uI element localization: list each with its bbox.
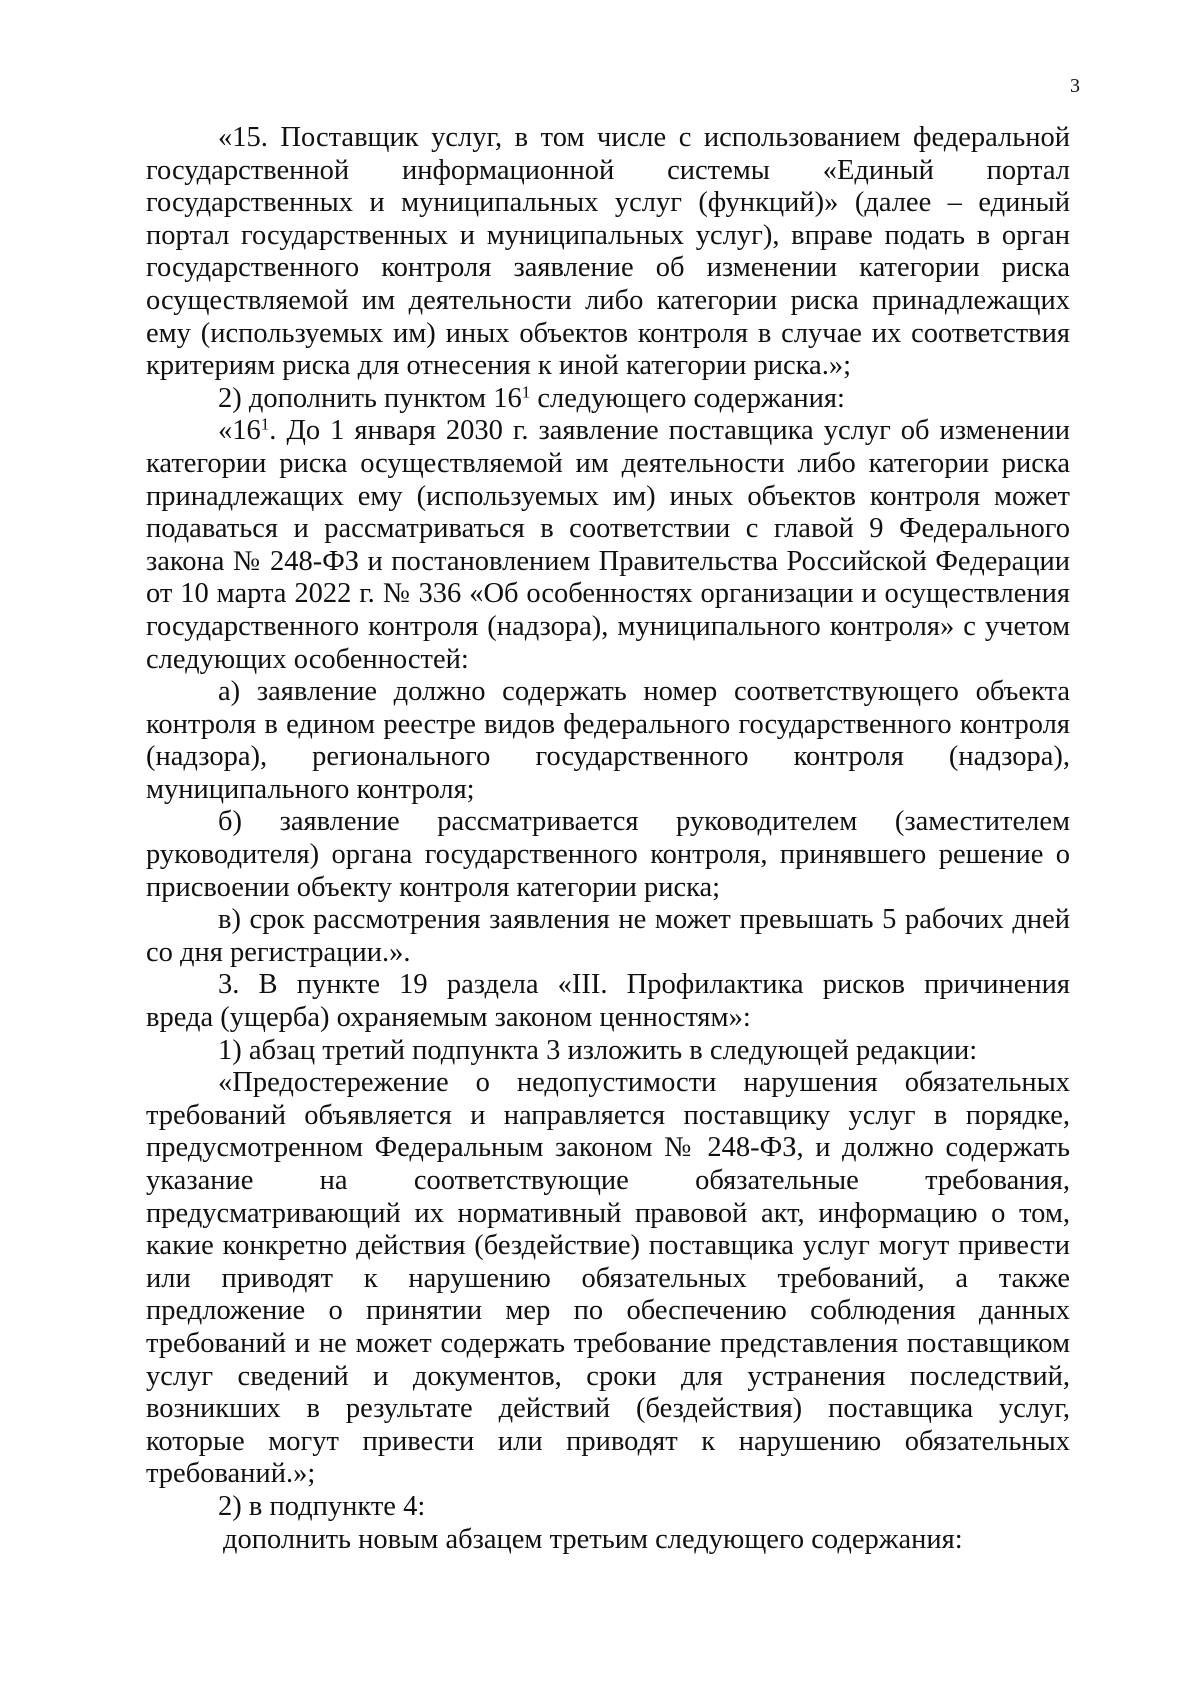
- text-line: в) срок рассмотрения заявления не может превышать 5 рабочих дней: [218, 904, 1070, 936]
- text-line: возникших в результате действий (бездействия) поставщика услуг,: [146, 1393, 1070, 1425]
- text-line: 2) в подпункте 4:: [218, 1490, 426, 1522]
- text-line: муниципального контроля;: [146, 773, 475, 805]
- text-line: портал государственных и муниципальных услуг), вправе подать в орган: [146, 219, 1070, 251]
- text-line: «15. Поставщик услуг, в том числе с использованием федеральной: [218, 122, 1070, 153]
- page-number: 3: [1070, 75, 1080, 97]
- text-line: государственной информационной системы «Единый портал: [146, 154, 1070, 186]
- text-line: закона № 248-ФЗ и постановлением Правительства Российской Федерации: [146, 545, 1070, 577]
- text-line: 3. В пункте 19 раздела «III. Профилактика рисков причинения: [218, 969, 1070, 1001]
- text-line: дополнить новым абзацем третьим следующего содержания:: [223, 1523, 963, 1555]
- text-line: ему (используемых им) иных объектов контроля в случае их соответствия: [146, 317, 1070, 349]
- text-segment: . До 1 января 2030 г. заявление поставщика услуг об изменении: [269, 415, 1070, 447]
- text-line: [146, 383, 1070, 416]
- text-line: требований объявляется и направляется поставщику услуг в порядке,: [146, 1099, 1070, 1131]
- text-line: предложение о принятии мер по обеспечению соблюдения данных: [146, 1295, 1070, 1327]
- text-line: требований и не может содержать требование представления поставщиком: [146, 1327, 1070, 1359]
- text-line: или приводят к нарушению обязательных требований, а также: [146, 1262, 1070, 1294]
- text-line: осуществляемой им деятельности либо категории риска принадлежащих: [146, 284, 1070, 316]
- text-line: от 10 марта 2022 г. № 336 «Об особенностях организации и осуществления: [146, 578, 1070, 610]
- text-line: «Предостережение о недопустимости нарушения обязательных: [218, 1067, 1070, 1099]
- text-line: принадлежащих ему (используемых им) иных объектов контроля может: [146, 480, 1070, 512]
- text-line: присвоении объекту контроля категории риска;: [146, 871, 721, 903]
- text-line: требований.»;: [146, 1458, 316, 1490]
- text-line: какие конкретно действия (бездействие) поставщика услуг могут привести: [146, 1230, 1070, 1262]
- superscript: 1: [521, 382, 531, 402]
- text-line: руководителя) органа государственного контроля, принявшего решение о: [146, 839, 1070, 871]
- text-line: критериям риска для отнесения к иной категории риска.»;: [146, 350, 851, 382]
- text-line: следующих особенностей:: [146, 643, 469, 675]
- text-segment: 2) дополнить пунктом 16: [218, 382, 522, 414]
- text-line: вреда (ущерба) охраняемым законом ценностям»:: [146, 1002, 751, 1034]
- text-line: предусматривающий их нормативный правовой акт, информацию о том,: [146, 1197, 1070, 1229]
- text-line: б) заявление рассматривается руководителем (заместителем: [218, 806, 1070, 838]
- text-line: государственного контроля (надзора), муниципального контроля» с учетом: [146, 610, 1070, 642]
- document-body: [146, 122, 1070, 1556]
- text-line: а) заявление должно содержать номер соответствующего объекта: [218, 676, 1070, 708]
- text-line: 1) абзац третий подпункта 3 изложить в следующей редакции:: [218, 1034, 978, 1066]
- text-line: подаваться и рассматриваться в соответствии с главой 9 Федерального: [146, 513, 1070, 545]
- text-line: (надзора), регионального государственного контроля (надзора),: [146, 741, 1070, 773]
- text-line: услуг сведений и документов, сроки для устранения последствий,: [146, 1360, 1070, 1392]
- text-line: государственных и муниципальных услуг (функций)» (далее – единый: [146, 187, 1070, 219]
- superscript: 1: [260, 415, 270, 434]
- text-segment: следующего содержания:: [530, 382, 845, 414]
- text-line: контроля в едином реестре видов федерального государственного контроля: [146, 708, 1070, 740]
- text-line: указание на соответствующие обязательные требования,: [146, 1165, 1070, 1196]
- text-segment: «16: [218, 415, 261, 447]
- text-line: предусмотренном Федеральным законом № 248-ФЗ, и должно содержать: [146, 1132, 1070, 1164]
- text-line: государственного контроля заявление об изменении категории риска: [146, 252, 1070, 284]
- text-line: со дня регистрации.».: [146, 936, 411, 968]
- text-line: которые могут привести или приводят к нарушению обязательных: [146, 1425, 1070, 1457]
- text-line: [146, 415, 1070, 448]
- text-line: категории риска осуществляемой им деятельности либо категории риска: [146, 447, 1070, 479]
